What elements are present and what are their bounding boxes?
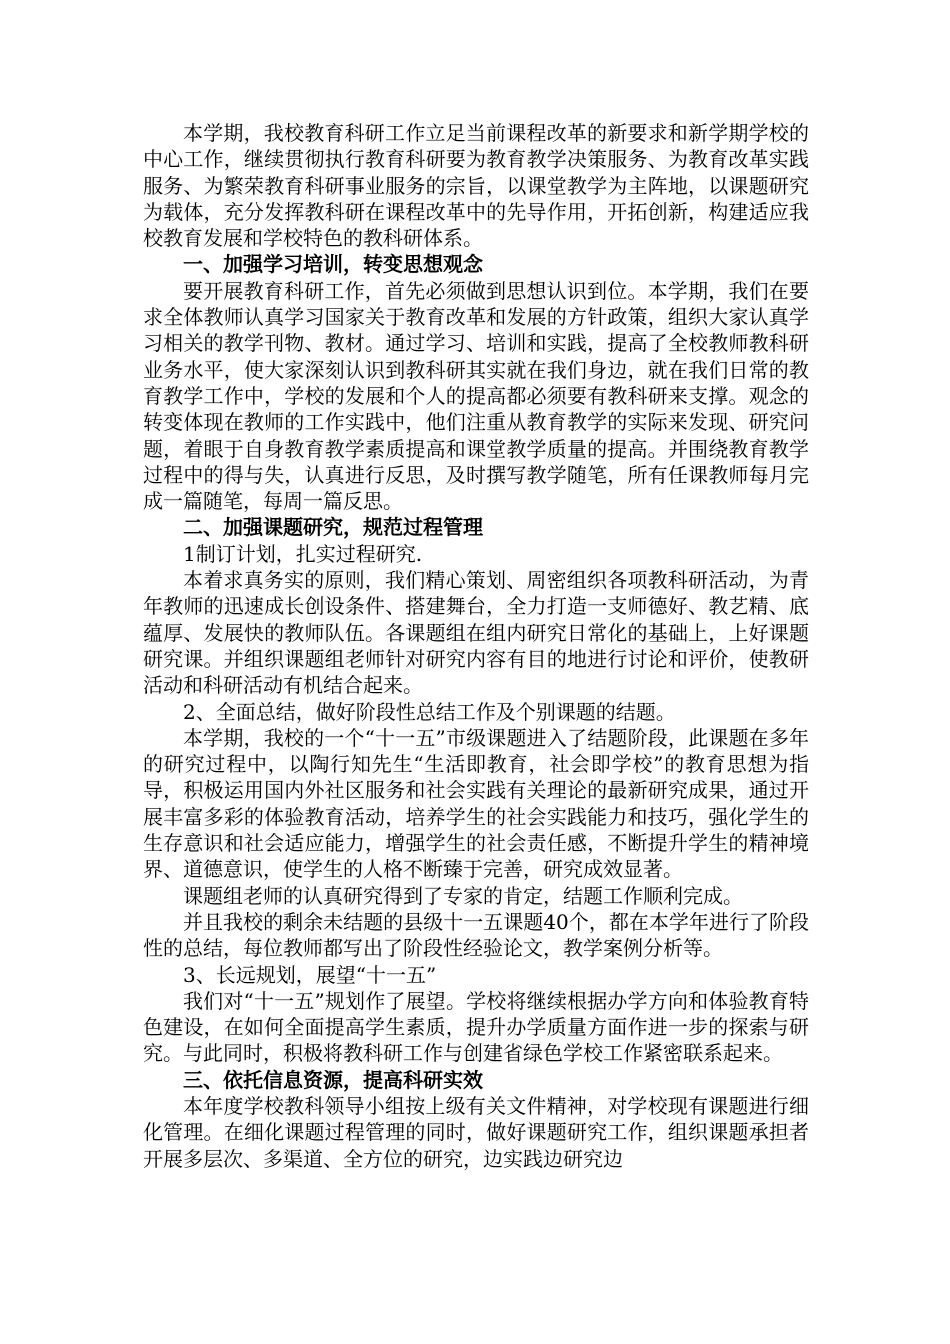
body-paragraph: 本着求真务实的原则，我们精心策划、周密组织各项教科研活动，为青年教师的迅速成长创设条件、搭建舞台，全力打造一支师德好、教艺精、底蕴厚、发展快的教师队伍。各课题组在组内研究日常化的基础上，上好课题研究课。并组织课题组老师针对研究内容有目的地进行讨论和评价，使教研活动和科研活动有机结合起来。	[143, 568, 809, 698]
body-paragraph: 课题组老师的认真研究得到了专家的肯定，结题工作顺利完成。	[183, 883, 743, 908]
sub-heading-1: 1制订计划，扎实过程研究.	[183, 541, 423, 566]
section-heading-2: 二、加强课题研究，规范过程管理	[183, 515, 483, 540]
body-paragraph: 本年度学校教科领导小组按上级有关文件精神，对学校现有课题进行细化管理。在细化课题过程管理的同时，做好课题研究工作，组织课题承担者开展多层次、多渠道、全方位的研究，边实践边研究边	[143, 1093, 809, 1171]
body-paragraph: 要开展教育科研工作，首先必须做到思想认识到位。本学期，我们在要求全体教师认真学习国家关于教育改革和发展的方针政策，组织大家认真学习相关的教学刊物、教材。通过学习、培训和实践，提高了全校教师教科研业务水平，使大家深刻认识到教科研其实就在我们身边，就在我们日常的教育教学工作中，学校的发展和个人的提高都必须要有教科研来支撑。观念的转变体现在教师的工作实践中，他们注重从教育教学的实际来发现、研究问题，着眼于自身教育教学素质提高和课堂教学质量的提高。并围绕教育教学过程中的得与失，认真进行反思，及时撰写教学随笔，所有任课教师每月完成一篇随笔，每周一篇反思。	[143, 278, 809, 514]
body-paragraph: 我们对“十一五”规划作了展望。学校将继续根据办学方向和体验教育特色建设，在如何全面提高学生素质，提升办学质量方面作进一步的探索与研究。与此同时，积极将教科研工作与创建省绿色学校工作紧密联系起来。	[143, 988, 809, 1066]
section-heading-3: 三、依托信息资源，提高科研实效	[183, 1067, 483, 1092]
document-body	[143, 120, 809, 1172]
intro-paragraph: 本学期，我校教育科研工作立足当前课程改革的新要求和新学期学校的中心工作，继续贯彻执行教育科研要为教育教学决策服务、为教育改革实践服务、为繁荣教育科研事业服务的宗旨，以课堂教学为主阵地，以课题研究为载体，充分发挥教科研在课程改革中的先导作用，开拓创新，构建适应我校教育发展和学校特色的教科研体系。	[143, 121, 809, 251]
section-heading-1: 一、加强学习培训，转变思想观念	[183, 252, 483, 277]
body-paragraph: 本学期，我校的一个“十一五”市级课题进入了结题阶段，此课题在多年的研究过程中，以陶行知先生“生活即教育，社会即学校”的教育思想为指导，积极运用国内外社区服务和社会实践有关理论的最新研究成果，通过开展丰富多彩的体验教育活动，培养学生的社会实践能力和技巧，强化学生的生存意识和社会适应能力，增强学生的社会责任感，不断提升学生的精神境界、道德意识，使学生的人格不断臻于完善，研究成效显著。	[143, 725, 809, 882]
body-paragraph: 并且我校的剩余未结题的县级十一五课题40个，都在本学年进行了阶段性的总结，每位教师都写出了阶段性经验论文，教学案例分析等。	[143, 909, 809, 961]
sub-heading-2: 2、全面总结，做好阶段性总结工作及个别课题的结题。	[183, 699, 676, 724]
sub-heading-3: 3、长远规划，展望“十一五”	[183, 962, 437, 987]
